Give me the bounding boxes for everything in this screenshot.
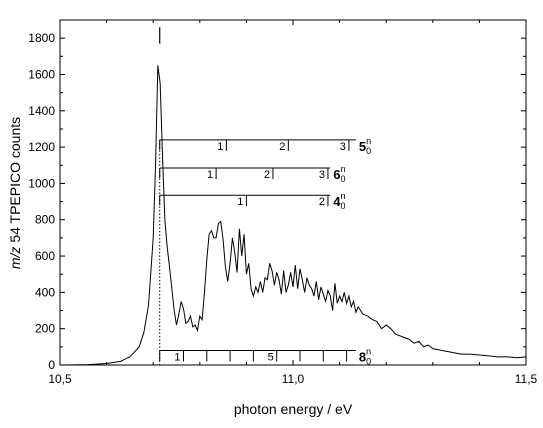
progression-label <box>359 136 371 156</box>
y-tick-label: 1800 <box>28 31 55 46</box>
progression-label <box>333 164 345 184</box>
x-axis-ticks <box>48 20 537 386</box>
progression-label <box>333 191 345 211</box>
progression-peak-label: 1 <box>174 351 181 364</box>
progression-base: 8 <box>358 349 367 365</box>
progression-subscript: 0 <box>340 201 346 212</box>
progression-peak-label: 5 <box>267 351 274 364</box>
x-tick-label: 10,5 <box>48 372 72 386</box>
progression-subscript: 0 <box>366 356 372 367</box>
vibrational-progressions <box>160 136 371 367</box>
progression-peak-label: 2 <box>279 140 286 153</box>
progression-peak-label: 3 <box>339 140 346 153</box>
y-tick-label: 1200 <box>28 140 55 155</box>
progression-peak-label: 1 <box>217 140 224 153</box>
x-axis-title: photon energy / eV <box>233 401 353 417</box>
y-tick-label: 1400 <box>28 103 55 118</box>
y-axis-title <box>7 117 23 269</box>
x-tick-label: 11,5 <box>514 372 538 386</box>
y-axis-ticks <box>28 31 526 372</box>
progression-peak-label: 3 <box>318 168 325 181</box>
progression-superscript: n <box>340 191 346 202</box>
progression-peak-label: 1 <box>206 168 214 181</box>
progression-superscript: n <box>366 346 372 357</box>
progression-4 <box>160 191 346 211</box>
progression-subscript: 0 <box>366 145 372 156</box>
y-tick-label: 1000 <box>28 176 55 191</box>
spectrum-line <box>60 65 526 365</box>
progression-base: 6 <box>333 166 341 182</box>
progression-peak-label: 2 <box>318 196 325 209</box>
y-tick-label: 1600 <box>28 67 55 82</box>
y-tick-label: 0 <box>48 358 55 372</box>
y-axis-title-italic: m/z <box>7 246 23 270</box>
y-tick-label: 600 <box>34 249 55 264</box>
y-tick-label: 200 <box>34 321 55 336</box>
plot-frame <box>60 20 526 365</box>
y-tick-label: 400 <box>34 285 55 300</box>
progression-subscript: 0 <box>340 173 346 184</box>
progression-superscript: n <box>340 163 346 174</box>
y-axis-title-rest: 54 TPEPICO counts <box>7 116 23 247</box>
x-tick-label: 11,0 <box>281 372 305 386</box>
progression-base: 5 <box>358 138 367 154</box>
progression-peak-label: 1 <box>237 196 244 209</box>
progression-base: 4 <box>333 194 341 210</box>
y-tick-label: 800 <box>34 212 55 227</box>
progression-5 <box>160 136 371 156</box>
progression-superscript: n <box>366 135 372 146</box>
progression-6 <box>160 164 346 184</box>
progression-label <box>359 346 371 366</box>
progression-peak-label: 2 <box>263 168 270 181</box>
